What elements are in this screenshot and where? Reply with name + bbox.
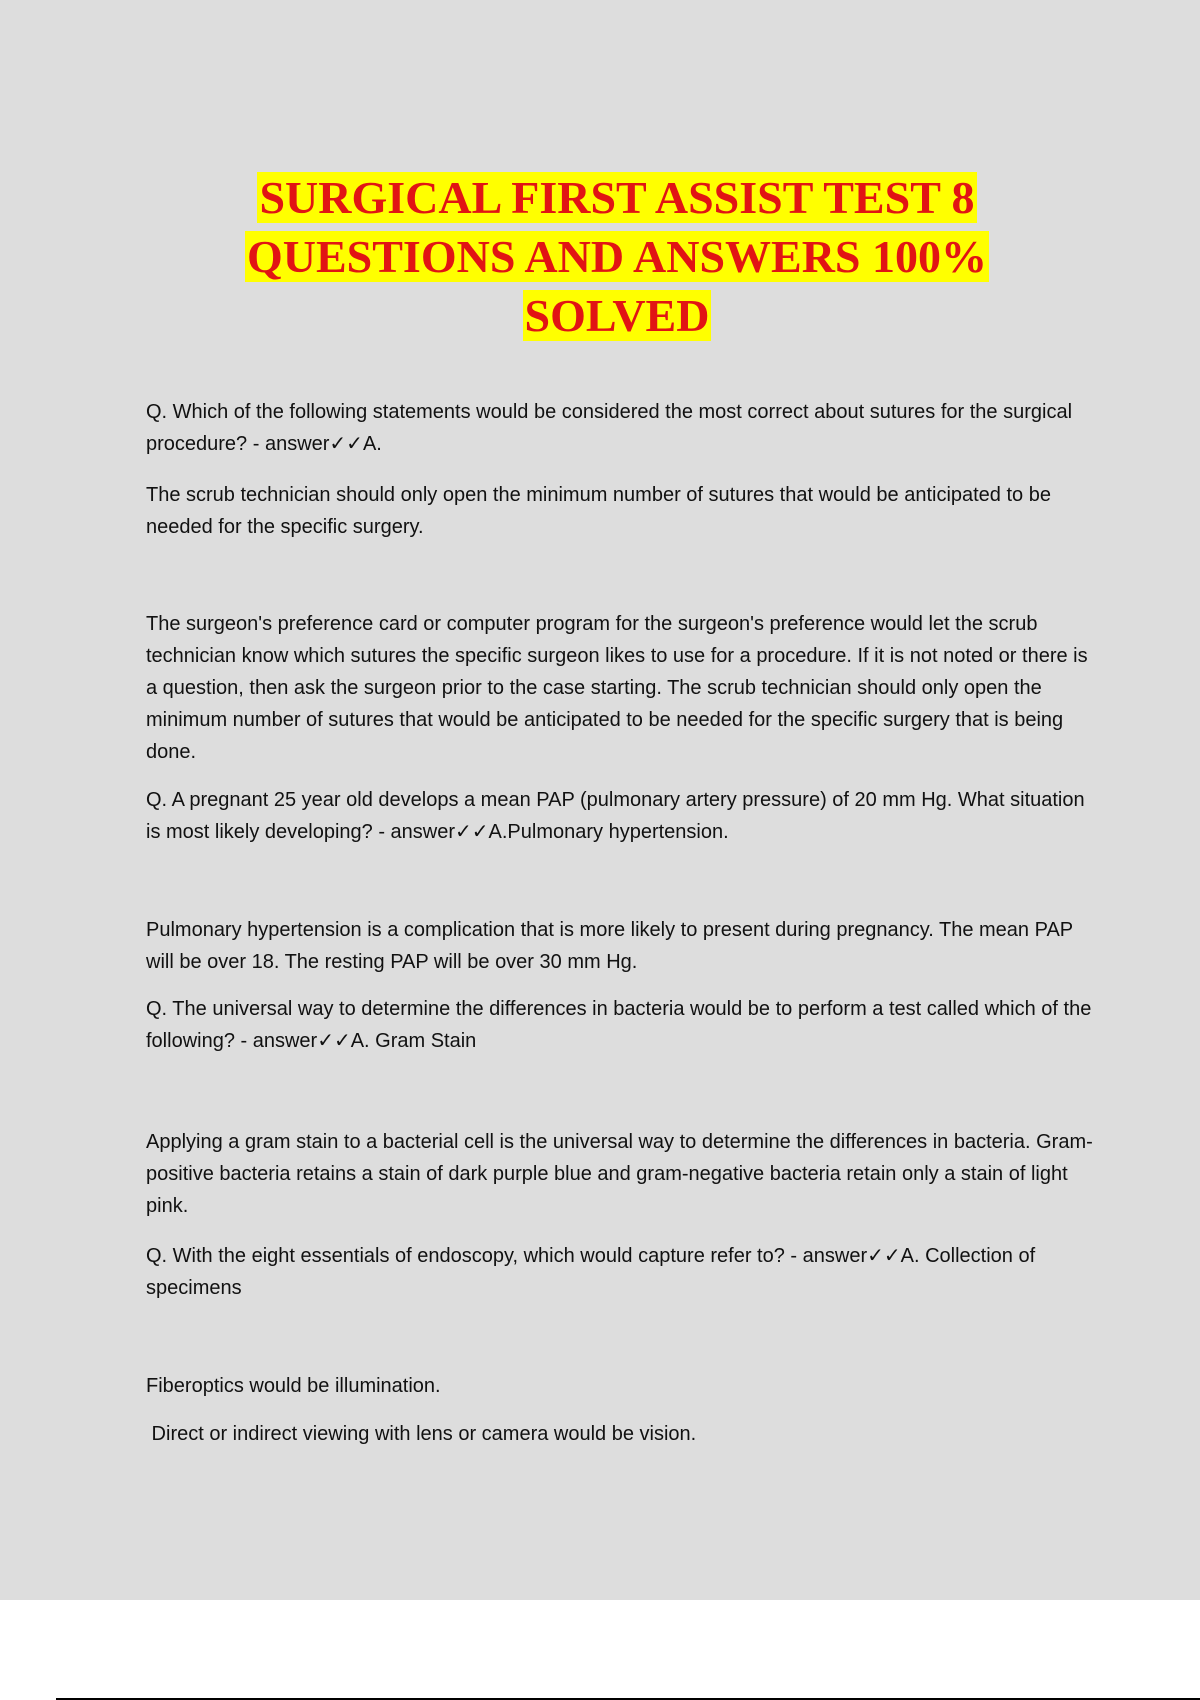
question-paragraph: Q. A pregnant 25 year old develops a mean PAP (pulmonary artery pressure) of 20 mm Hg. What situation is most likely developing? - answer✓✓A.Pulmonary hypertension. — [146, 789, 1085, 843]
title-line: SURGICAL FIRST ASSIST TEST 8 — [259, 172, 975, 223]
explanation-paragraph: Pulmonary hypertension is a complication that is more likely to present during pregnancy. The mean PAP will be over 18. The resting PAP will be over 30 mm Hg. — [146, 919, 1073, 973]
answer-paragraph: The scrub technician should only open the minimum number of sutures that would be anticipated to be needed for the specific surgery. — [146, 484, 1051, 538]
question-paragraph: Q. Which of the following statements would be considered the most correct about sutures for the surgical procedure? - answer✓✓A. — [146, 401, 1073, 455]
document-title — [0, 168, 1200, 345]
explanation-paragraph: Applying a gram stain to a bacterial cell is the universal way to determine the differences in bacteria. Gram-positive bacteria retains a stain of dark purple blue and gram-negative bacteria retain only a stain of light pink. — [146, 1131, 1093, 1217]
title-line: QUESTIONS AND ANSWERS 100% — [246, 231, 988, 282]
title-line: SOLVED — [524, 290, 710, 341]
question-paragraph: Q. The universal way to determine the differences in bacteria would be to perform a test called which of the following? - answer✓✓A. Gram Stain — [146, 998, 1092, 1052]
explanation-paragraph: Direct or indirect viewing with lens or camera would be vision. — [146, 1423, 697, 1445]
explanation-paragraph: The surgeon's preference card or computer program for the surgeon's preference would let the scrub technician know which sutures the specific surgeon likes to use for a procedure. If it is not noted or there is a question, then ask the surgeon prior to the case starting. The scrub technician should only open the minimum number of sutures that would be anticipated to be needed for the specific surgery that is being done. — [146, 613, 1088, 763]
explanation-paragraph: Fiberoptics would be illumination. — [146, 1375, 441, 1397]
question-paragraph: Q. With the eight essentials of endoscopy, which would capture refer to? - answer✓✓A. Collection of specimens — [146, 1245, 1036, 1299]
